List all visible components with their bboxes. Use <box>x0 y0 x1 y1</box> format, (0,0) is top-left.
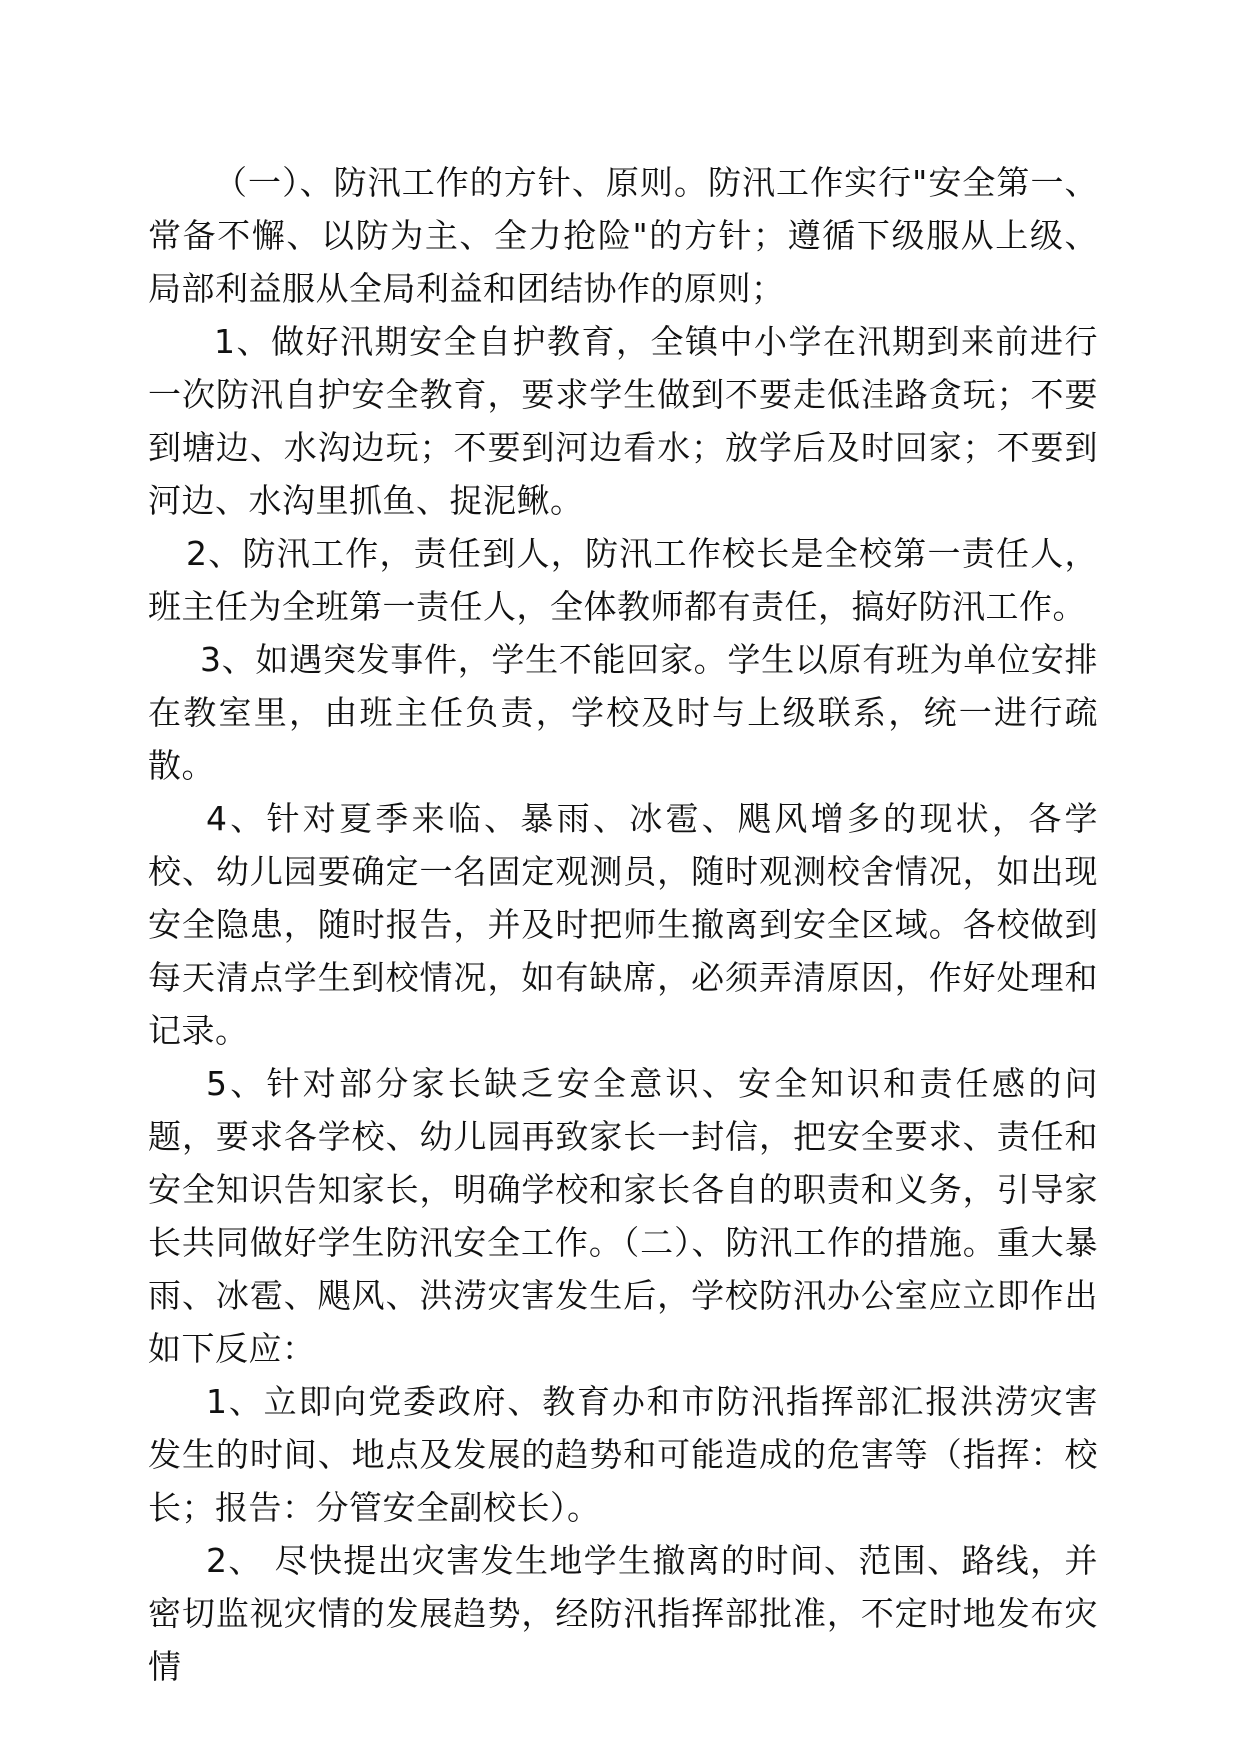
document-body <box>148 156 1098 1693</box>
paragraph-item-4-observation: 4、针对夏季来临、暴雨、冰雹、飓风增多的现状，各学校、幼儿园要确定一名固定观测员，随时观测校舍情况，如出现安全隐患，随时报告，并及时把师生撤离到安全区域。各校做到每天清点学生到校情况，如有缺席，必须弄清原因，作好处理和记录。 <box>148 799 1098 1050</box>
paragraph-principles: （一）、防汛工作的方针、原则。防汛工作实行"安全第一、常备不懈、以防为主、全力抢险"的方针；遵循下级服从上级、局部利益服从全局利益和团结协作的原则； <box>148 163 1098 308</box>
paragraph-measure-2-evacuation: 2、 尽快提出灾害发生地学生撤离的时间、范围、路线，并密切监视灾情的发展趋势，经防汛指挥部批准，不定时地发布灾情 <box>148 1541 1098 1686</box>
paragraph-item-1-education: 1、做好汛期安全自护教育，全镇中小学在汛期到来前进行一次防汛自护安全教育，要求学生做到不要走低洼路贪玩；不要到塘边、水沟边玩；不要到河边看水；放学后及时回家；不要到河边、水沟里抓鱼、捉泥鳅。 <box>148 322 1098 520</box>
paragraph-item-2-responsibility: 2、防汛工作，责任到人，防汛工作校长是全校第一责任人，班主任为全班第一责任人，全体教师都有责任，搞好防汛工作。 <box>148 534 1098 626</box>
paragraph-item-3-emergency: 3、如遇突发事件，学生不能回家。学生以原有班为单位安排在教室里，由班主任负责，学校及时与上级联系，统一进行疏散。 <box>148 640 1098 785</box>
paragraph-measure-1-report: 1、立即向党委政府、教育办和市防汛指挥部汇报洪涝灾害发生的时间、地点及发展的趋势和可能造成的危害等（指挥：校长；报告：分管安全副校长）。 <box>148 1382 1098 1527</box>
paragraph-item-5-parents: 5、针对部分家长缺乏安全意识、安全知识和责任感的问题，要求各学校、幼儿园再致家长一封信，把安全要求、责任和安全知识告知家长，明确学校和家长各自的职责和义务，引导家长共同做好学生防汛安全工作。（二）、防汛工作的措施。重大暴雨、冰雹、飓风、洪涝灾害发生后，学校防汛办公室应立即作出如下反应： <box>148 1064 1098 1368</box>
